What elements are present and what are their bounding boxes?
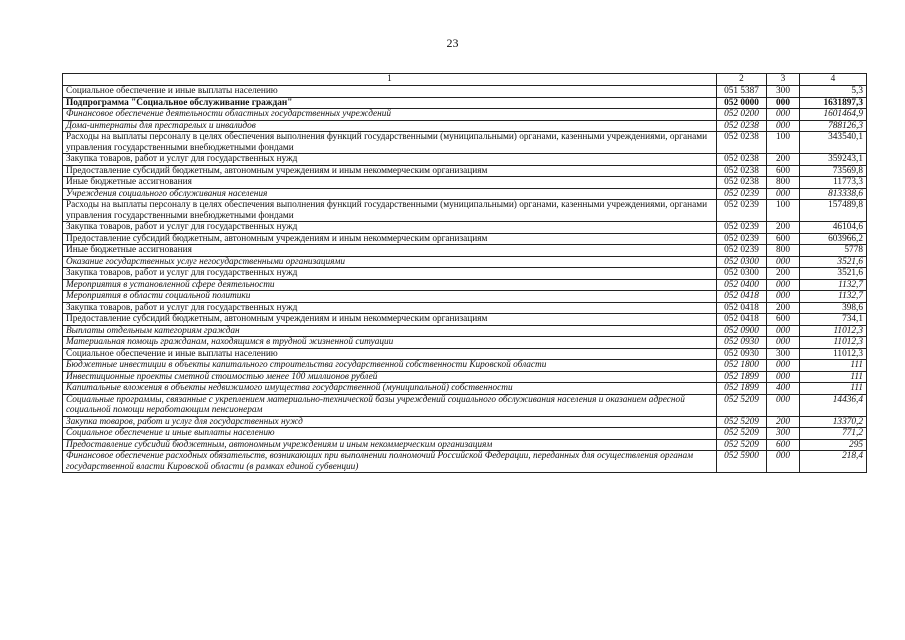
table-row: [63, 383, 867, 395]
row-code: 052 1800: [717, 360, 767, 372]
row-code: 052 5900: [717, 451, 767, 473]
row-amount: 1132,7: [800, 291, 867, 303]
table-row: [63, 302, 867, 314]
row-amount: 5778: [800, 245, 867, 257]
row-expense-type: 300: [767, 428, 800, 440]
table-row: [63, 109, 867, 121]
table-row: [63, 132, 867, 154]
row-name: Расходы на выплаты персоналу в целях обеспечения выполнения функций государственными (муниципальными) органами, казенными учреждениями, органами управления государственными внебюджетными фондами: [63, 200, 717, 222]
row-expense-type: 100: [767, 200, 800, 222]
table-row: [63, 416, 867, 428]
row-amount: 218,4: [800, 451, 867, 473]
row-amount: 11012,3: [800, 325, 867, 337]
row-expense-type: 000: [767, 256, 800, 268]
row-name: Предоставление субсидий бюджетным, автономным учреждениям и иным некоммерческим организациям: [63, 165, 717, 177]
row-expense-type: 000: [767, 371, 800, 383]
row-code: 052 0300: [717, 256, 767, 268]
row-name: Закупка товаров, работ и услуг для государственных нужд: [63, 302, 717, 314]
row-expense-type: 200: [767, 154, 800, 166]
table-row: [63, 451, 867, 473]
row-amount: 398,6: [800, 302, 867, 314]
table-body: [63, 86, 867, 473]
row-name: Материальная помощь гражданам, находящимся в трудной жизненной ситуации: [63, 337, 717, 349]
row-amount: 343540,1: [800, 132, 867, 154]
row-amount: 603966,2: [800, 233, 867, 245]
row-amount: 11773,3: [800, 177, 867, 189]
row-code: 052 5209: [717, 439, 767, 451]
row-expense-type: 100: [767, 132, 800, 154]
row-name: Учреждения социального обслуживания населения: [63, 188, 717, 200]
row-name: Закупка товаров, работ и услуг для государственных нужд: [63, 268, 717, 280]
row-name: Дома-интернаты для престарелых и инвалидов: [63, 120, 717, 132]
row-code: 052 0000: [717, 97, 767, 109]
row-amount: 1132,7: [800, 279, 867, 291]
row-amount: 46104,6: [800, 222, 867, 234]
row-name: Закупка товаров, работ и услуг для государственных нужд: [63, 154, 717, 166]
table-row: [63, 165, 867, 177]
row-code: 052 5209: [717, 428, 767, 440]
row-expense-type: 600: [767, 314, 800, 326]
row-name: Подпрограмма "Социальное обслуживание граждан": [63, 97, 717, 109]
row-code: 052 5209: [717, 416, 767, 428]
row-code: 052 0900: [717, 325, 767, 337]
row-amount: 73569,8: [800, 165, 867, 177]
row-name: Социальное обеспечение и иные выплаты населению: [63, 428, 717, 440]
row-amount: 359243,1: [800, 154, 867, 166]
row-expense-type: 200: [767, 302, 800, 314]
row-code: 052 0238: [717, 132, 767, 154]
row-amount: 111: [800, 371, 867, 383]
row-code: 052 0418: [717, 291, 767, 303]
table-row: [63, 120, 867, 132]
row-expense-type: 000: [767, 394, 800, 416]
table-row: [63, 222, 867, 234]
row-name: Закупка товаров, работ и услуг для государственных нужд: [63, 222, 717, 234]
row-expense-type: 000: [767, 291, 800, 303]
row-code: 052 0239: [717, 222, 767, 234]
row-expense-type: 600: [767, 165, 800, 177]
row-expense-type: 300: [767, 348, 800, 360]
row-expense-type: 600: [767, 439, 800, 451]
row-name: Бюджетные инвестиции в объекты капитального строительства государственной собственности Кировской области: [63, 360, 717, 372]
row-expense-type: 000: [767, 120, 800, 132]
row-code: 052 5209: [717, 394, 767, 416]
row-expense-type: 200: [767, 268, 800, 280]
table-row: [63, 337, 867, 349]
row-name: Закупка товаров, работ и услуг для государственных нужд: [63, 416, 717, 428]
row-name: Предоставление субсидий бюджетным, автономным учреждениям и иным некоммерческим организациям: [63, 314, 717, 326]
row-name: Финансовое обеспечение деятельности областных государственных учреждений: [63, 109, 717, 121]
row-name: Инвестиционные проекты сметной стоимостью менее 100 миллионов рублей: [63, 371, 717, 383]
row-code: 052 0238: [717, 177, 767, 189]
row-name: Предоставление субсидий бюджетным, автономным учреждениям и иным некоммерческим организациям: [63, 439, 717, 451]
row-code: 052 0239: [717, 200, 767, 222]
table-header-row: [63, 74, 867, 86]
table-row: [63, 360, 867, 372]
row-amount: 111: [800, 383, 867, 395]
row-code: 052 1899: [717, 383, 767, 395]
row-code: 052 0418: [717, 302, 767, 314]
table-row: [63, 154, 867, 166]
table-row: [63, 256, 867, 268]
table-row: [63, 348, 867, 360]
column-header-amount: 4: [800, 74, 867, 86]
row-expense-type: 800: [767, 177, 800, 189]
row-code: 052 0930: [717, 337, 767, 349]
table-row: [63, 291, 867, 303]
row-code: 052 0300: [717, 268, 767, 280]
row-name: Расходы на выплаты персоналу в целях обеспечения выполнения функций государственными (муниципальными) органами, казенными учреждениями, органами управления государственными внебюджетными фондами: [63, 132, 717, 154]
row-name: Социальное обеспечение и иные выплаты населению: [63, 86, 717, 98]
row-expense-type: 000: [767, 325, 800, 337]
row-code: 052 0239: [717, 245, 767, 257]
row-code: 052 0418: [717, 314, 767, 326]
row-amount: 111: [800, 360, 867, 372]
row-expense-type: 000: [767, 97, 800, 109]
column-header-expense-type: 3: [767, 74, 800, 86]
row-code: 052 0400: [717, 279, 767, 291]
row-amount: 157489,8: [800, 200, 867, 222]
row-code: 052 0200: [717, 109, 767, 121]
row-name: Мероприятия в установленной сфере деятельности: [63, 279, 717, 291]
row-amount: 14436,4: [800, 394, 867, 416]
row-amount: 813338,6: [800, 188, 867, 200]
table-row: [63, 188, 867, 200]
row-expense-type: 600: [767, 233, 800, 245]
row-expense-type: 000: [767, 337, 800, 349]
row-code: 052 0930: [717, 348, 767, 360]
row-amount: 1631897,3: [800, 97, 867, 109]
table-row: [63, 394, 867, 416]
row-code: 052 0239: [717, 233, 767, 245]
page-number: 23: [446, 36, 459, 50]
row-amount: 1601464,9: [800, 109, 867, 121]
table-row: [63, 233, 867, 245]
table-row: [63, 428, 867, 440]
row-amount: 734,1: [800, 314, 867, 326]
row-name: Оказание государственных услуг негосударственными организациями: [63, 256, 717, 268]
row-name: Мероприятия в области социальной политики: [63, 291, 717, 303]
row-amount: 771,2: [800, 428, 867, 440]
row-name: Иные бюджетные ассигнования: [63, 245, 717, 257]
row-name: Капитальные вложения в объекты недвижимого имущества государственной (муниципальной) собственности: [63, 383, 717, 395]
row-expense-type: 200: [767, 222, 800, 234]
row-expense-type: 400: [767, 383, 800, 395]
table-row: [63, 371, 867, 383]
row-name: Финансовое обеспечение расходных обязательств, возникающих при выполнении полномочий Российской Федерации, переданных для осуществления органам государственной власти Кировской области (в рамках единой субвенции): [63, 451, 717, 473]
row-expense-type: 000: [767, 188, 800, 200]
table-row: [63, 200, 867, 222]
row-amount: 13370,2: [800, 416, 867, 428]
table-row: [63, 439, 867, 451]
table-row: [63, 86, 867, 98]
table-row: [63, 268, 867, 280]
table-row: [63, 177, 867, 189]
column-header-code: 2: [717, 74, 767, 86]
table-row: [63, 325, 867, 337]
row-expense-type: 200: [767, 416, 800, 428]
row-expense-type: 000: [767, 279, 800, 291]
row-amount: 3521,6: [800, 256, 867, 268]
row-code: 052 0238: [717, 165, 767, 177]
column-header-name: 1: [63, 74, 717, 86]
table-row: [63, 245, 867, 257]
row-code: 052 0238: [717, 120, 767, 132]
row-name: Иные бюджетные ассигнования: [63, 177, 717, 189]
row-expense-type: 000: [767, 451, 800, 473]
row-amount: 5,3: [800, 86, 867, 98]
row-expense-type: 000: [767, 109, 800, 121]
row-name: Социальные программы, связанные с укреплением материально-технической базы учреждений социального обслуживания населения и оказанием адресной социальной помощи неработающим пенсионерам: [63, 394, 717, 416]
row-code: 051 5387: [717, 86, 767, 98]
row-amount: 788126,3: [800, 120, 867, 132]
row-amount: 295: [800, 439, 867, 451]
row-amount: 3521,6: [800, 268, 867, 280]
row-code: 052 0238: [717, 154, 767, 166]
row-code: 052 0239: [717, 188, 767, 200]
table-row: [63, 279, 867, 291]
row-code: 052 1899: [717, 371, 767, 383]
row-expense-type: 000: [767, 360, 800, 372]
table-row: [63, 97, 867, 109]
table-row: [63, 314, 867, 326]
row-amount: 11012,3: [800, 337, 867, 349]
row-expense-type: 300: [767, 86, 800, 98]
row-name: Предоставление субсидий бюджетным, автономным учреждениям и иным некоммерческим организациям: [63, 233, 717, 245]
row-name: Социальное обеспечение и иные выплаты населению: [63, 348, 717, 360]
row-name: Выплаты отдельным категориям граждан: [63, 325, 717, 337]
row-amount: 11012,3: [800, 348, 867, 360]
budget-table: [62, 73, 867, 473]
row-expense-type: 800: [767, 245, 800, 257]
